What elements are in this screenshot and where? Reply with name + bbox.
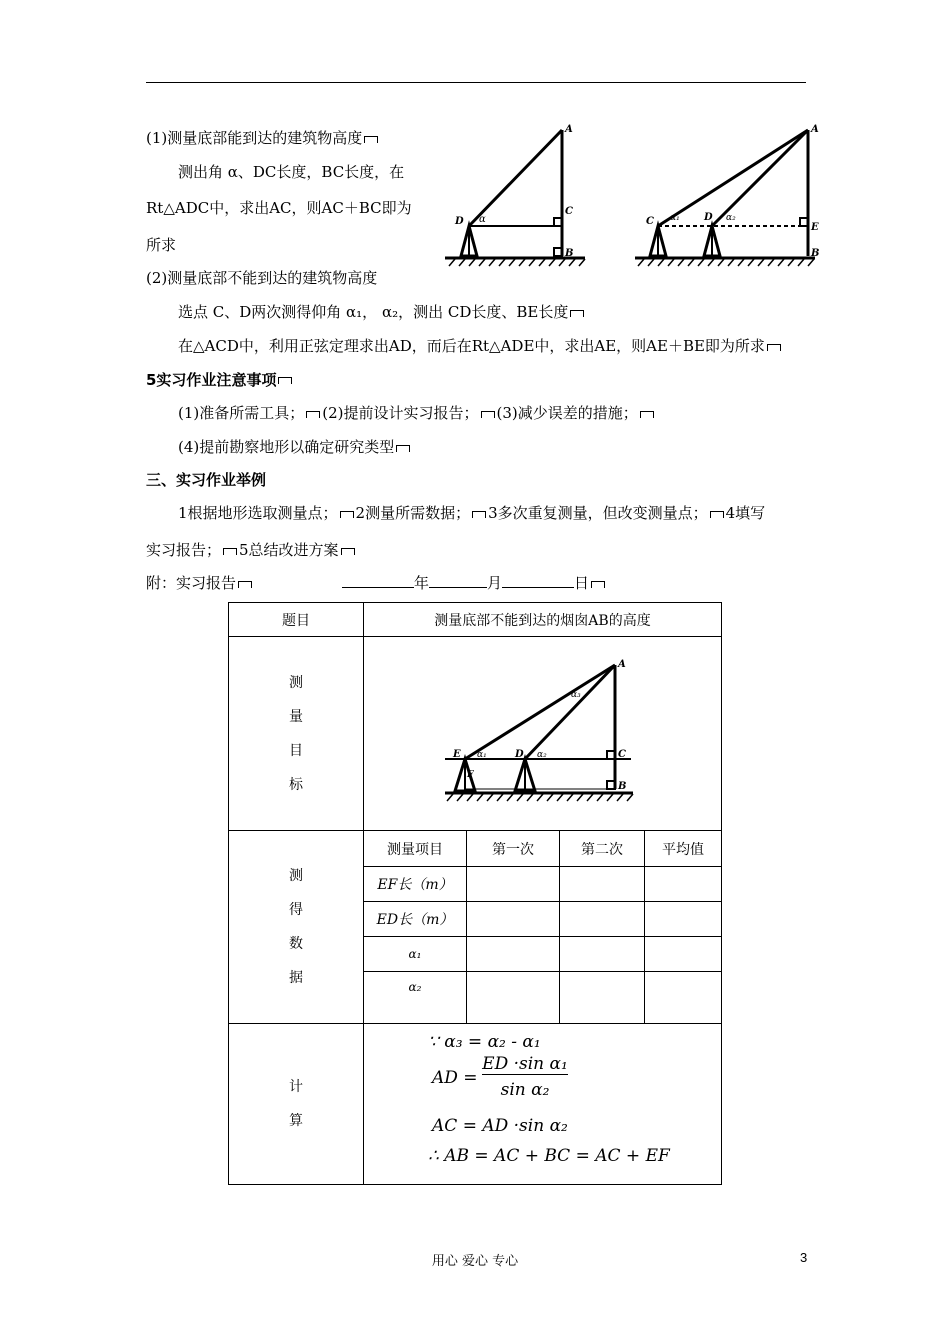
formula-2-den: sin α₂ bbox=[500, 1080, 550, 1100]
tlabel-a1: α₁ bbox=[476, 749, 487, 760]
header-average: 平均值 bbox=[645, 831, 722, 867]
cell-ed-avg[interactable] bbox=[645, 902, 722, 937]
section5-heading: 5实习作业注意事项 bbox=[146, 370, 294, 390]
cell-a1-avg[interactable] bbox=[645, 937, 722, 972]
topic-value: 测量底部不能到达的烟囱AB的高度 bbox=[364, 603, 722, 637]
calc-cell bbox=[364, 1024, 722, 1185]
tlabel-D: D bbox=[514, 748, 524, 760]
report-table bbox=[228, 602, 722, 1185]
formula-4: ∴ AB = AC + BC = AC + EF bbox=[428, 1146, 670, 1166]
label-D2: D bbox=[704, 212, 713, 223]
section3-heading: 三、实习作业举例 bbox=[146, 471, 267, 489]
page-number: 3 bbox=[800, 1250, 808, 1265]
tlabel-A: A bbox=[617, 658, 626, 670]
tlabel-B: B bbox=[617, 780, 626, 792]
row-a1: α₁ bbox=[364, 937, 467, 972]
topic-label: 题目 bbox=[229, 603, 364, 637]
formula-2-num: ED ·sin α₁ bbox=[482, 1054, 568, 1074]
cell-ef-2[interactable] bbox=[560, 867, 645, 902]
part2-line3: 在△ACD中，利用正弦定理求出AD，而后在Rt△ADE中，求出AE，则AE＋BE即为所求 bbox=[178, 336, 783, 356]
diagram-inaccessible-base bbox=[630, 120, 830, 270]
cell-a1-2[interactable] bbox=[560, 937, 645, 972]
appendix-line: 附：实习报告 年 月 日 bbox=[146, 573, 607, 593]
diagram-accessible-base bbox=[435, 120, 595, 270]
part2-line2: 选点 C、D两次测得仰角 α₁， α₂，测出 CD长度、BE长度 bbox=[178, 302, 586, 322]
cell-a2-1[interactable] bbox=[467, 972, 560, 1024]
label-B2: B bbox=[811, 248, 820, 259]
header-first: 第一次 bbox=[467, 831, 560, 867]
label-E2: E bbox=[811, 222, 819, 233]
formula-3: AC = AD ·sin α₂ bbox=[432, 1116, 568, 1136]
header-rule bbox=[146, 82, 806, 83]
label-alpha: α bbox=[479, 214, 486, 225]
tlabel-F: F bbox=[466, 769, 473, 780]
part1-line3: Rt△ADC中，求出AC，则AC＋BC即为 bbox=[146, 199, 412, 217]
part1-line4: 所求 bbox=[146, 236, 177, 254]
label-a2: α₂ bbox=[726, 213, 736, 223]
part1-line2: 测出角 α、DC长度，BC长度，在 bbox=[178, 163, 405, 181]
cell-a2-avg[interactable] bbox=[645, 972, 722, 1024]
label-A2: A bbox=[811, 124, 819, 135]
label-a1: α₁ bbox=[670, 213, 680, 223]
part1-title: (1)测量底部能到达的建筑物高度 bbox=[146, 128, 380, 148]
tlabel-C: C bbox=[617, 748, 626, 760]
row-ef: EF长（m） bbox=[364, 867, 467, 902]
cell-ed-1[interactable] bbox=[467, 902, 560, 937]
tlabel-E: E bbox=[452, 748, 461, 760]
label-C: C bbox=[565, 206, 573, 217]
section5-item4: (4)提前勘察地形以确定研究类型 bbox=[178, 437, 412, 457]
label-D: D bbox=[455, 216, 464, 227]
target-diagram bbox=[443, 657, 643, 807]
formula-1: ∵ α₃ = α₂ - α₁ bbox=[428, 1032, 541, 1052]
cell-ef-1[interactable] bbox=[467, 867, 560, 902]
cell-a2-2[interactable] bbox=[560, 972, 645, 1024]
section3-steps-row2: 实习报告； 5总结改进方案 bbox=[146, 540, 357, 560]
tlabel-a3: α₃ bbox=[570, 689, 581, 700]
label-C2: C bbox=[646, 216, 654, 227]
cell-a1-1[interactable] bbox=[467, 937, 560, 972]
footer-text: 用心 爱心 专心 bbox=[431, 1254, 519, 1269]
calc-label: 计 算 bbox=[229, 1024, 364, 1185]
section5-items-row1: (1)准备所需工具； (2)提前设计实习报告； (3)减少误差的措施； bbox=[178, 403, 656, 423]
target-diagram-cell bbox=[364, 637, 722, 831]
header-second: 第二次 bbox=[560, 831, 645, 867]
row-a2: α₂ bbox=[364, 972, 467, 1024]
cell-ef-avg[interactable] bbox=[645, 867, 722, 902]
row-ed: ED长（m） bbox=[364, 902, 467, 937]
target-label: 测 量 目 标 bbox=[229, 637, 364, 831]
section3-steps-row1: 1根据地形选取测量点； 2测量所需数据； 3多次重复测量，但改变测量点； 4填写 bbox=[178, 504, 766, 522]
label-A: A bbox=[565, 124, 573, 135]
part2-title: (2)测量底部不能到达的建筑物高度 bbox=[146, 269, 378, 287]
data-label: 测 得 数 据 bbox=[229, 831, 364, 1024]
formula-2-lhs: AD = bbox=[432, 1068, 478, 1088]
header-item: 测量项目 bbox=[364, 831, 467, 867]
cell-ed-2[interactable] bbox=[560, 902, 645, 937]
tlabel-a2: α₂ bbox=[536, 749, 547, 760]
label-B: B bbox=[565, 248, 574, 259]
